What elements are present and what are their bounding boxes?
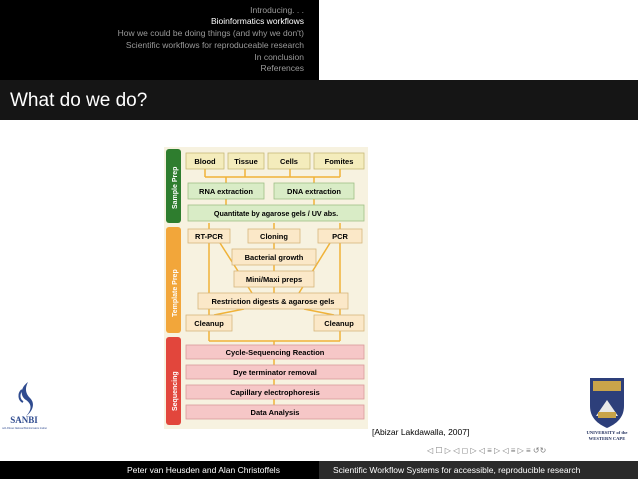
beamer-navigation-symbols[interactable]: ◁ ☐ ▷ ◁ ◻ ▷ ◁ ≡ ▷ ◁ ≡ ▷ ≡ ↺↻ [427, 446, 547, 455]
label-data-analysis: Data Analysis [250, 408, 300, 417]
label-cleanup-right: Cleanup [324, 319, 354, 328]
label-quantitate: Quantitate by agarose gels / UV abs. [213, 209, 339, 218]
label-cells: Cells [280, 157, 298, 166]
footer-talk-title: Scientific Workflow Systems for accessible, reproducible research [333, 465, 581, 475]
label-cycle-sequencing: Cycle-Sequencing Reaction [225, 348, 325, 357]
label-rna-extraction: RNA extraction [199, 187, 253, 196]
phase-label-sample-prep: Sample Prep [172, 166, 179, 209]
label-blood: Blood [194, 157, 216, 166]
nav-section-scientific-workflows[interactable]: Scientific workflows for reproduceable research [125, 40, 304, 50]
label-dye-terminator: Dye terminator removal [233, 368, 317, 377]
nav-section-introducing[interactable]: Introducing. . . [250, 5, 304, 15]
footer-authors: Peter van Heusden and Alan Christoffels [127, 465, 280, 475]
nav-section-in-conclusion[interactable]: In conclusion [254, 52, 304, 62]
label-fomites: Fomites [324, 157, 354, 166]
section-navigation [0, 0, 638, 80]
label-rt-pcr: RT-PCR [195, 232, 223, 241]
label-bacterial-growth: Bacterial growth [244, 253, 304, 262]
label-cloning: Cloning [260, 232, 288, 241]
nav-section-bioinformatics-workflows[interactable]: Bioinformatics workflows [210, 16, 304, 26]
sanbi-subtitle: South African National Bioinformatics Institute [2, 427, 47, 430]
label-mini-maxi-preps: Mini/Maxi preps [245, 275, 303, 284]
uwc-line2: WESTERN CAPE [588, 436, 626, 441]
label-restriction-digests: Restriction digests & agarose gels [211, 297, 335, 306]
workflow-figure [164, 147, 368, 429]
nav-section-references[interactable]: References [260, 63, 304, 73]
uwc-line1: UNIVERSITY of the [586, 430, 628, 435]
citation: [Abizar Lakdawalla, 2007] [372, 427, 470, 437]
phase-label-sequencing: Sequencing [172, 371, 179, 411]
phase-label-template-prep: Template Prep [172, 269, 179, 317]
label-cleanup-left: Cleanup [194, 319, 224, 328]
workflow-diagram [164, 147, 368, 429]
sanbi-logo [2, 380, 47, 432]
nav-right-panel [319, 0, 638, 80]
slide-title: What do we do? [10, 90, 148, 111]
uwc-logo [576, 376, 638, 442]
label-capillary-electrophoresis: Capillary electrophoresis [230, 388, 320, 397]
label-tissue: Tissue [234, 157, 258, 166]
nav-section-how-we-could[interactable]: How we could be doing things (and why we don't) [117, 28, 304, 38]
label-pcr: PCR [332, 232, 348, 241]
label-dna-extraction: DNA extraction [287, 187, 341, 196]
sanbi-wordmark: SANBI [10, 415, 38, 425]
